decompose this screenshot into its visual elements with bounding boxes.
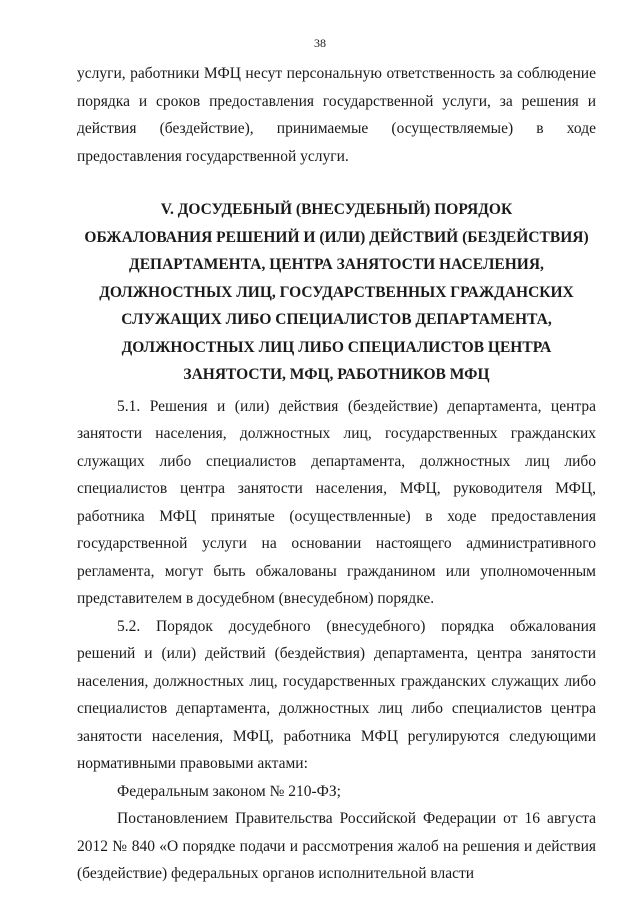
page-content <box>77 60 596 888</box>
section-heading-line: ДЕПАРТАМЕНТА, ЦЕНТРА ЗАНЯТОСТИ НАСЕЛЕНИЯ, <box>129 256 544 273</box>
section-heading-line: V. ДОСУДЕБНЫЙ (ВНЕСУДЕБНЫЙ) ПОРЯДОК <box>160 201 513 218</box>
section-heading-line: ОБЖАЛОВАНИЯ РЕШЕНИЙ И (ИЛИ) ДЕЙСТВИЙ (БЕЗДЕЙСТВИЯ) <box>84 228 589 246</box>
page-number: 38 <box>314 36 326 50</box>
paragraph-government-decree: Постановлением Правительства Российской Федерации от 16 августа 2012 № 840 «О порядке подачи и рассмотрения жалоб на решения и действия (бездействие) федеральных органов исполнительной власти <box>77 810 596 882</box>
section-heading-line: ЗАНЯТОСТИ, МФЦ, РАБОТНИКОВ МФЦ <box>183 366 490 383</box>
paragraph-5-1: 5.1. Решения и (или) действия (бездействие) департамента, центра занятости населения, должностных лиц, государственных гражданских служащих либо специалистов департамента, должностных лиц либо специалистов центра занятости населения, МФЦ, руководителя МФЦ, работника МФЦ принятые (осуществленные) в ходе предоставления государственной услуги на основании настоящего административного регламента, могут быть обжалованы гражданином или уполномоченным представителем в досудебном (внесудебном) порядке. <box>77 397 596 607</box>
intro-paragraph: услуги, работники МФЦ несут персональную ответственность за соблюдение порядка и сроков предоставления государственной услуги, за решения и действия (бездействие), принимаемые (осуществляемые) в ходе предоставления государственной услуги. <box>77 65 596 165</box>
section-heading-line: ДОЛЖНОСТНЫХ ЛИЦ, ГОСУДАРСТВЕННЫХ ГРАЖДАНСКИХ <box>99 283 574 301</box>
paragraph-federal-law: Федеральным законом № 210-ФЗ; <box>117 782 341 800</box>
paragraph-5-2: 5.2. Порядок досудебного (внесудебного) порядка обжалования решений и (или) действий (бездействия) департамента, центра занятости населения, должностных лиц, государственных гражданских служащих либо специалистов департамента, должностных лиц либо специалистов центра занятости населения, МФЦ, работника МФЦ регулируются следующими нормативными правовыми актами: <box>77 617 596 772</box>
section-heading-line: ДОЛЖНОСТНЫХ ЛИЦ ЛИБО СПЕЦИАЛИСТОВ ЦЕНТРА <box>121 338 552 356</box>
section-heading-line: СЛУЖАЩИХ ЛИБО СПЕЦИАЛИСТОВ ДЕПАРТАМЕНТА, <box>121 311 552 328</box>
section-heading <box>77 196 596 389</box>
